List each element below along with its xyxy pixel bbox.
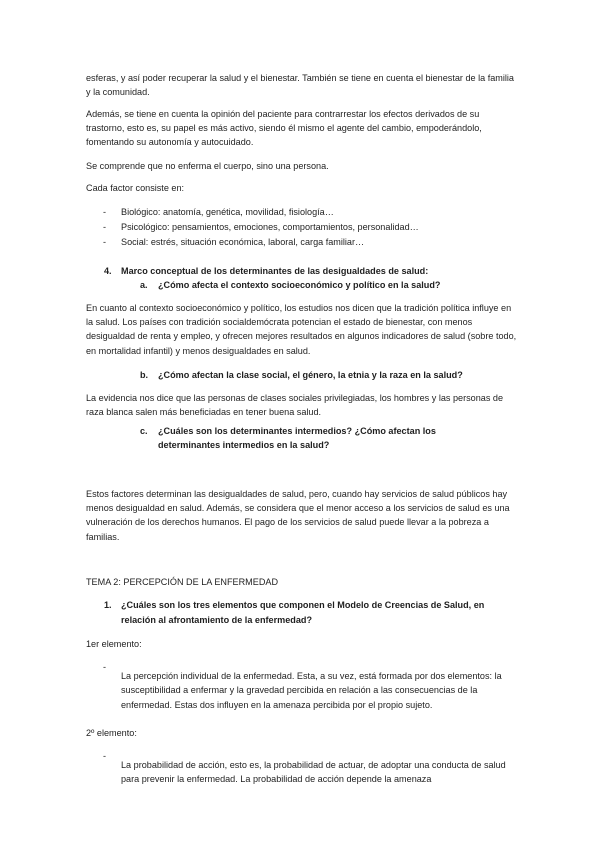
question-1-number: 1.: [104, 600, 112, 610]
question-b-letter: b.: [140, 370, 149, 380]
elemento-2-text: La probabilidad de acción, esto es, la probabilidad de actuar, de adoptar una conducta de salud para prevenir la enfermedad. La probabilidad de acción depende la amenaza: [121, 760, 506, 785]
bullet-dash: -: [103, 751, 107, 761]
bullet-dash: -: [103, 662, 107, 672]
bullet-dash: -: [103, 222, 107, 232]
paragraph-cada-factor: Cada factor consiste en:: [86, 183, 185, 193]
question-c-line-1: ¿Cuáles son los determinantes intermedios? ¿Cómo afectan los: [158, 426, 436, 436]
paragraph-persona: Se comprende que no enferma el cuerpo, sino una persona.: [86, 161, 329, 171]
factor-psicologico: Psicológico: pensamientos, emociones, comportamientos, personalidad…: [121, 222, 419, 232]
paragraph-clase-social: La evidencia nos dice que las personas de clases sociales privilegiadas, los hombres y las personas de raza blanca salen más beneficiadas en tener buena salud.: [86, 393, 504, 418]
paragraph-intro: esferas, y así poder recuperar la salud y el bienestar. También se tiene en cuenta el bienestar de la familia y la comunidad.: [86, 73, 514, 98]
section-4-title: Marco conceptual de los determinantes de las desigualdades de salud:: [121, 266, 429, 276]
question-1-line-1: ¿Cuáles son los tres elementos que componen el Modelo de Creencias de Salud, en: [121, 600, 485, 610]
elemento-1-label: 1er elemento:: [86, 639, 142, 649]
question-1-line-2: relación al afrontamiento de la enfermedad?: [121, 615, 313, 625]
question-b-text: ¿Cómo afectan la clase social, el género, la etnia y la raza en la salud?: [158, 370, 463, 380]
factor-biologico: Biológico: anatomía, genética, movilidad, fisiología…: [121, 207, 334, 217]
tema-2-heading: TEMA 2: PERCEPCIÓN DE LA ENFERMEDAD: [86, 577, 279, 587]
question-c-letter: c.: [140, 426, 148, 436]
elemento-2-label: 2º elemento:: [86, 728, 137, 738]
bullet-dash: -: [103, 237, 107, 247]
elemento-1-text: La percepción individual de la enfermedad. Esta, a su vez, está formada por dos elementos: la susceptibilidad a enfermar y la gravedad percibida en relación a las consecuencias de la enfermedad. Estas dos influyen en la amenaza percibida por el propio sujeto.: [121, 671, 502, 710]
bullet-dash: -: [103, 207, 107, 217]
section-4-number: 4.: [104, 266, 112, 276]
paragraph-contexto-socioeconomico: En cuanto al contexto socioeconómico y político, los estudios nos dicen que la tradición política influye en la salud. Los países con tradición socialdemócrata potencian el estado de bienestar, con menos desigualdad de renta y empleo, y ofrecen mejores resultados en algunos indicadores de salud (sobre todo, en mortalidad infantil) y menos desigualdades en salud.: [86, 303, 517, 356]
question-c-line-2: determinantes intermedios en la salud?: [158, 440, 330, 450]
paragraph-determinantes-intermedios: Estos factores determinan las desigualdades de salud, pero, cuando hay servicios de salud públicos hay menos desigualdad en salud. Además, se considera que el menor acceso a los servicios de salud es una vulneración de los derechos humanos. El pago de los servicios de salud puede llevar a la pobreza a familias.: [86, 489, 510, 542]
question-a-letter: a.: [140, 280, 148, 290]
paragraph-opinion-paciente: Además, se tiene en cuenta la opinión del paciente para contrarrestar los efectos derivados de su trastorno, esto es, su papel es más activo, siendo él mismo el agente del cambio, empoderándolo, fomentando su autonomía y autocuidado.: [86, 109, 482, 148]
question-a-text: ¿Cómo afecta el contexto socioeconómico y político en la salud?: [158, 280, 441, 290]
factor-social: Social: estrés, situación económica, laboral, carga familiar…: [121, 237, 365, 247]
